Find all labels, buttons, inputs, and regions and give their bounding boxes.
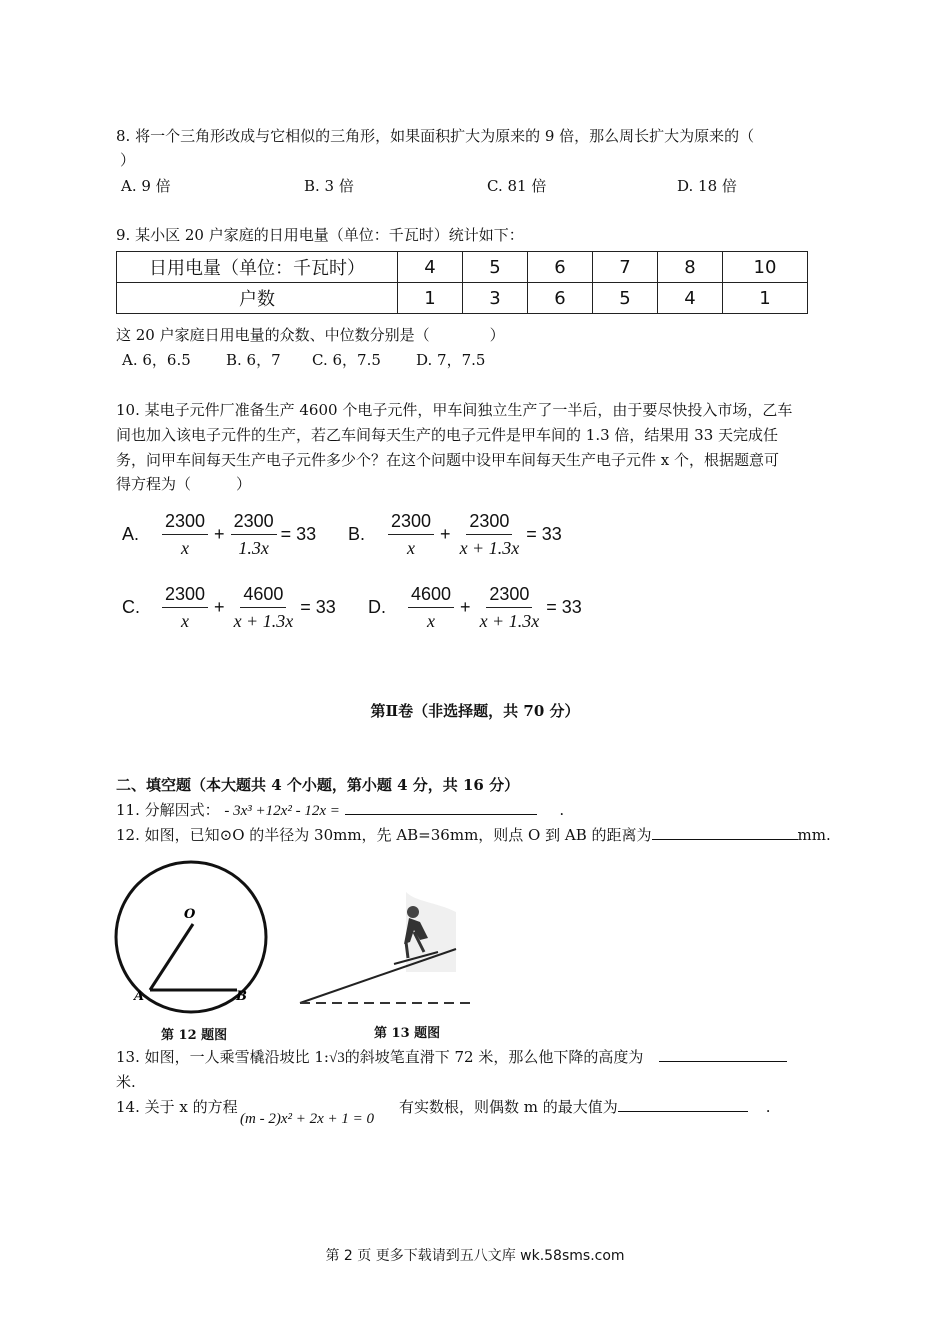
label-b: B <box>236 989 247 1004</box>
numerator: 2300 <box>162 581 208 608</box>
fraction <box>231 581 297 634</box>
q8-option-b: B. 3 倍 <box>304 177 354 195</box>
denominator: x <box>181 611 190 631</box>
q9-option-a: A. 6，6.5 <box>122 351 191 369</box>
q8-option-d: D. 18 倍 <box>677 177 737 195</box>
numerator: 4600 <box>240 581 286 608</box>
rhs: = 33 <box>280 524 317 544</box>
q10-option-b: B. $\frac{2300}{x}$ + $\frac{2300}{x + 1.3x}$ = 33 <box>348 508 562 561</box>
denominator: x <box>427 611 436 631</box>
figure-13-skier <box>296 882 478 1012</box>
table-cell: 6 <box>528 252 593 283</box>
q10-line-4: 得方程为（ ） <box>116 475 252 493</box>
q14-text-a: 14. 关于 x 的方程 <box>116 1098 238 1116</box>
numerator: 2300 <box>231 508 277 535</box>
q8-close: ） <box>120 151 136 169</box>
table-row <box>117 283 808 314</box>
q10-option-a: A. $\frac{2300}{x}$ + $\frac{2300}{1.3x}$ = 33 <box>122 508 316 561</box>
q14-answer-blank[interactable] <box>618 1095 748 1112</box>
q11-prefix: 11. 分解因式： <box>116 801 220 819</box>
q9-option-d: D. 7，7.5 <box>416 351 486 369</box>
q9-question: 这 20 户家庭日用电量的众数、中位数分别是（ ） <box>116 326 505 344</box>
numerator: 2300 <box>466 508 512 535</box>
numerator: 2300 <box>388 508 434 535</box>
q12-text: 12. 如图，已知⊙O 的半径为 30mm，先 AB=36mm，则点 O 到 AB 的距离为 <box>116 826 652 844</box>
fraction <box>231 508 277 561</box>
fraction <box>408 581 454 634</box>
part2-title: 第Ⅱ卷（非选择题，共 70 分） <box>370 702 580 720</box>
radius-line <box>150 924 193 990</box>
skier-head <box>407 906 419 918</box>
q14 <box>399 1095 771 1120</box>
table-cell: 6 <box>528 283 593 314</box>
label-o: O <box>184 907 196 922</box>
table-cell: 1 <box>723 283 808 314</box>
table-cell: 4 <box>398 252 463 283</box>
q11-end: . <box>559 801 565 819</box>
numerator: 4600 <box>408 581 454 608</box>
table-cell: 4 <box>658 283 723 314</box>
q10-line-1: 10. 某电子元件厂准备生产 4600 个电子元件，甲车间独立生产了一半后，由于要尽快投入市场，乙车 <box>116 401 793 419</box>
rhs: = 33 <box>526 524 562 544</box>
denominator: x + 1.3x <box>233 611 294 631</box>
q9-option-c: C. 6，7.5 <box>312 351 381 369</box>
q10-option-c: C. $\frac{2300}{x}$ + $\frac{4600}{x + 1.3x}$ = 33 <box>122 581 336 634</box>
page-footer: 第 2 页 更多下载请到五八文库 wk.58sms.com <box>325 1248 625 1264</box>
label-a: A <box>134 989 145 1004</box>
q11 <box>116 798 564 824</box>
option-label: A. <box>122 524 140 544</box>
q8-option-a: A. 9 倍 <box>121 177 171 195</box>
q11-answer-blank[interactable] <box>345 798 537 815</box>
numerator: 2300 <box>162 508 208 535</box>
q9-text: 9. 某小区 20 户家庭的日用电量（单位：千瓦时）统计如下： <box>116 226 524 244</box>
q10-line-3: 务，问甲车间每天生产电子元件多少个？在这个问题中设甲车间每天生产电子元件 x 个，根据题意可 <box>116 451 780 469</box>
denominator: x <box>181 538 190 558</box>
denominator: x <box>407 538 416 558</box>
q8-text: 8. 将一个三角形改成与它相似的三角形，如果面积扩大为原来的 9 倍，那么周长扩大为原来的（ <box>116 127 755 145</box>
q14-equation: (m - 2)x² + 2x + 1 = 0 <box>240 1111 374 1127</box>
figure-12-circle <box>108 858 278 1018</box>
q12 <box>116 823 831 848</box>
rhs: = 33 <box>300 597 336 617</box>
figure-13-caption: 第 13 题图 <box>374 1026 441 1041</box>
q14-text-b: 有实数根，则偶数 m 的最大值为 <box>399 1098 618 1116</box>
option-label: D. <box>368 597 386 617</box>
q10-line-2: 间也加入该电子元件的生产，若乙车间每天生产的电子元件是甲车间的 1.3 倍，结果用 33 天完成任 <box>116 426 779 444</box>
q9-option-b: B. 6，7 <box>226 351 281 369</box>
q8-option-c: C. 81 倍 <box>487 177 547 195</box>
table-cell: 1 <box>398 283 463 314</box>
q14-end: . <box>765 1098 771 1116</box>
section2-title: 二、填空题（本大题共 4 个小题，第小题 4 分，共 16 分） <box>116 776 520 794</box>
table-cell: 10 <box>723 252 808 283</box>
fraction <box>162 581 208 634</box>
q11-expr: - 3x³ +12x² - 12x = <box>224 803 340 819</box>
option-label: B. <box>348 524 366 544</box>
rhs: = 33 <box>546 597 582 617</box>
q13-text-a: 13. 如图，一人乘雪橇沿坡比 1: <box>116 1048 329 1066</box>
q13 <box>116 1045 787 1071</box>
denominator: x + 1.3x <box>459 538 520 558</box>
fraction <box>162 508 208 561</box>
fraction <box>457 508 523 561</box>
table-cell: 8 <box>658 252 723 283</box>
q13-answer-blank[interactable] <box>659 1045 787 1062</box>
electricity-table <box>116 251 808 314</box>
q13-unit: 米. <box>116 1073 136 1091</box>
option-label: C. <box>122 597 140 617</box>
fraction <box>477 581 543 634</box>
q12-unit: mm. <box>797 826 831 844</box>
table-row-header: 户数 <box>117 283 398 314</box>
table-cell: 5 <box>593 283 658 314</box>
table-cell: 5 <box>463 252 528 283</box>
denominator: x + 1.3x <box>479 611 540 631</box>
table-row-header: 日用电量（单位：千瓦时） <box>117 252 398 283</box>
table-row <box>117 252 808 283</box>
q13-text-b: 的斜坡笔直滑下 72 米，那么他下降的高度为 <box>344 1048 644 1066</box>
snow-spray <box>406 892 456 972</box>
slope-line <box>300 949 456 1003</box>
denominator: 1.3x <box>238 538 269 558</box>
q10-option-d: D. $\frac{4600}{x}$ + $\frac{2300}{x + 1.3x}$ = 33 <box>368 581 582 634</box>
figure-12-caption: 第 12 题图 <box>161 1028 228 1043</box>
table-cell: 3 <box>463 283 528 314</box>
fraction <box>388 508 434 561</box>
q12-answer-blank[interactable] <box>652 823 798 840</box>
table-cell: 7 <box>593 252 658 283</box>
numerator: 2300 <box>486 581 532 608</box>
sqrt-3: √3 <box>329 1050 345 1066</box>
